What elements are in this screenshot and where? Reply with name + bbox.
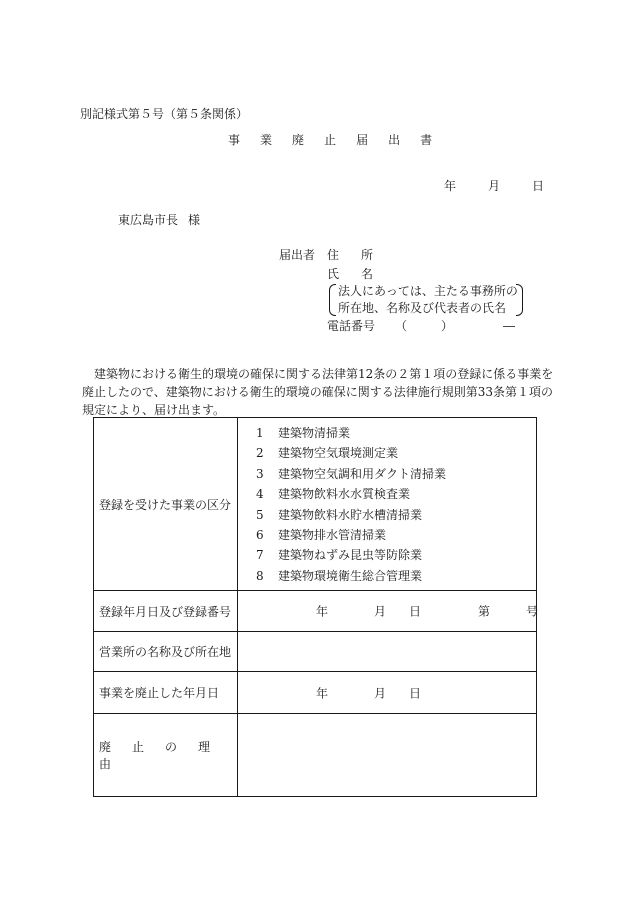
category-item: 6 建築物排水管清掃業 (256, 527, 387, 542)
office-label: 営業所の名称及び所在地 (94, 632, 238, 672)
title-char: 書 (420, 133, 433, 147)
category-item: 4 建築物飲料水水質検査業 (256, 487, 411, 502)
title-char: 届 (356, 133, 369, 147)
registration-value-cell[interactable]: 年 月 日 第 号 (238, 591, 537, 632)
category-label: 登録を受けた事業の区分 (94, 418, 238, 591)
abolish-date-label: 事業を廃止した年月日 (94, 672, 238, 714)
body-line: 建築物における衛生的環境の確保に関する法律第12条の２第１項の登録に係る事業を (82, 367, 554, 381)
address-label: 住 所 (327, 248, 374, 262)
category-list-cell (238, 418, 537, 591)
filer-label: 届出者 (279, 248, 316, 262)
reason-label: 廃 止 の 理由 (94, 714, 238, 797)
title-char: 業 (260, 133, 273, 147)
title-char: 事 (228, 133, 241, 147)
category-item: 3 建築物空気調和用ダクト清掃業 (256, 466, 447, 481)
corporate-note-line2: 所在地、名称及び代表者の氏名 (338, 301, 507, 315)
phone-label: 電話番号 (327, 319, 376, 333)
title-char: 止 (324, 133, 337, 147)
phone-number-line: 電話番号 （ ） ― (327, 319, 516, 333)
addressee-honorific: 様 (188, 213, 201, 227)
reason-value-cell[interactable] (238, 714, 537, 797)
addressee (118, 214, 200, 226)
abolish-date-value-cell[interactable]: 年 月 日 (238, 672, 537, 714)
category-list (238, 418, 536, 590)
body-text (82, 365, 562, 419)
date-day-unit: 日 (532, 179, 545, 193)
title-char: 出 (388, 133, 401, 147)
date-month-unit: 月 (488, 179, 501, 193)
category-item: 1 建築物清掃業 (256, 426, 351, 440)
registration-label: 登録年月日及び登録番号 (94, 591, 238, 632)
body-line: 規定により、届け出ます。 (82, 403, 226, 417)
title-char: 廃 (292, 133, 305, 147)
form-table (93, 417, 537, 797)
document-title (228, 134, 432, 146)
date-year-unit: 年 (444, 179, 457, 193)
body-line: 廃止したので、建築物における衛生的環境の確保に関する法律施行規則第33条第１項の (82, 385, 554, 399)
addressee-name: 東広島市長 (118, 213, 179, 227)
category-item: 5 建築物飲料水貯水槽清掃業 (256, 507, 423, 522)
corporate-note-line1: 法人にあっては、主たる事務所の (338, 284, 518, 298)
submission-date (444, 180, 544, 192)
phone-dash: ― (503, 319, 516, 333)
form-id: 別記様式第５号（第５条関係） (80, 107, 249, 121)
category-item: 8 建築物環境衛生総合管理業 (256, 568, 423, 583)
office-value-cell[interactable] (238, 632, 537, 672)
name-label: 氏 名 (327, 267, 374, 281)
category-item: 2 建築物空気環境測定業 (256, 446, 399, 461)
category-item: 7 建築物ねずみ昆虫等防除業 (256, 548, 423, 563)
